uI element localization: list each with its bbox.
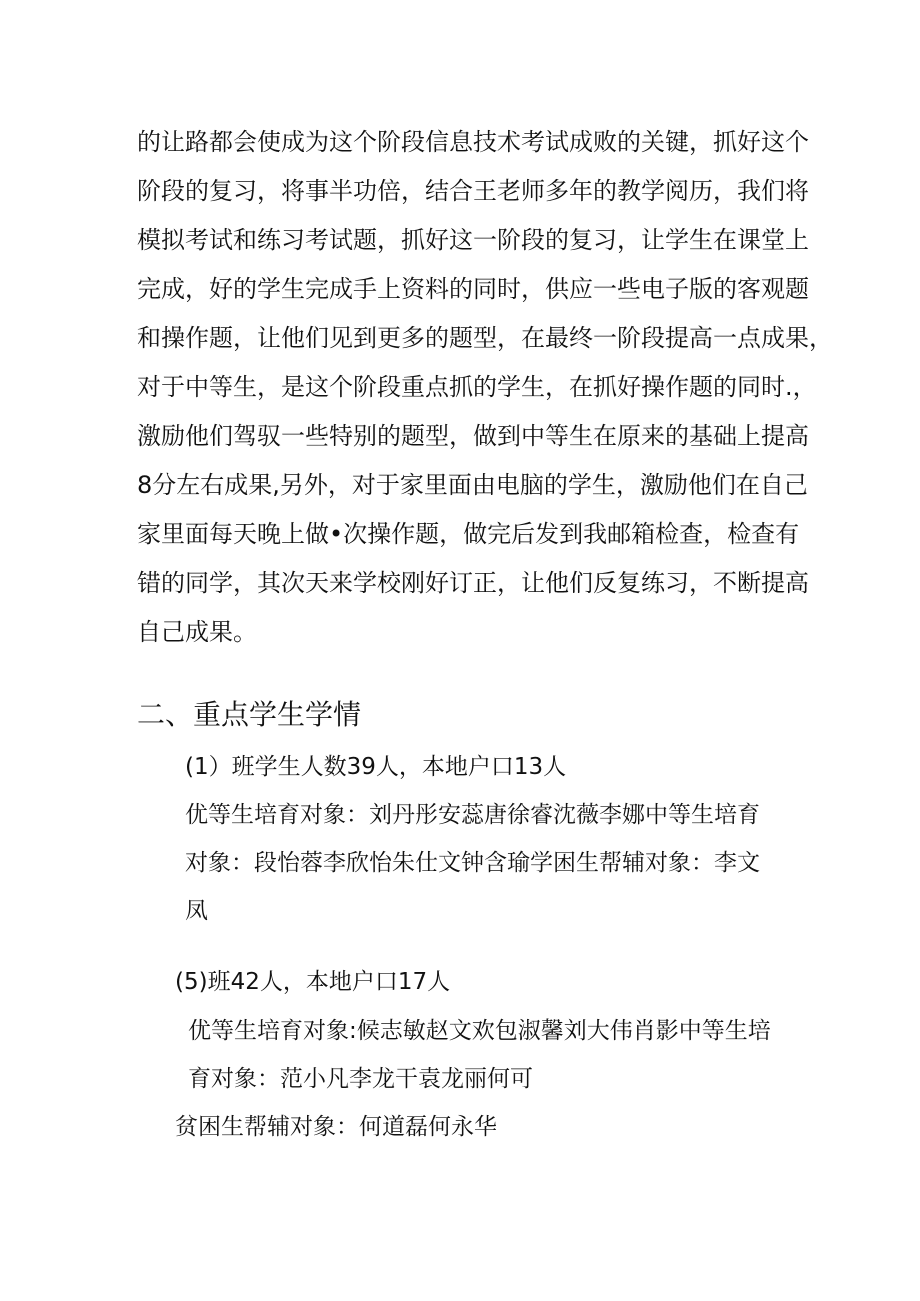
class1-students-line: 凤 [185,898,208,924]
paragraph-line: 激励他们驾驭一些特别的题型，做到中等生在原来的基础上提高 [137,422,809,450]
paragraph-line: 自己成果。 [137,618,257,646]
paragraph-line: 模拟考试和练习考试题，抓好这一阶段的复习，让学生在课堂上 [137,226,809,254]
paragraph-line: 家里面每天晚上做•次操作题，做完后发到我邮箱检查，检查有 [137,520,800,548]
class5-students [188,1007,771,1103]
class5-students-line: 育对象：范小凡李龙干袁龙丽何可 [188,1066,533,1092]
class5-poor-students: 贫困生帮辅对象：何道磊何永华 [175,1114,497,1140]
class5-students-line: 优等生培育对象:候志敏赵文欢包淑馨刘大伟肖影中等生培 [188,1018,771,1044]
section-heading: 二、重点学生学情 [137,698,362,731]
paragraph-line: 对于中等生，是这个阶段重点抓的学生，在抓好操作题的同时.， [137,373,817,401]
body-paragraph [137,118,833,657]
class1-students-line: 优等生培育对象：刘丹彤安蕊唐徐睿沈薇李娜中等生培育 [185,802,760,828]
paragraph-line: 完成，好的学生完成手上资料的同时，供应一些电子版的客观题 [137,275,809,303]
paragraph-line: 错的同学，其次天来学校刚好订正，让他们反复练习，不断提高 [137,569,809,597]
paragraph-line: 8分左右成果,另外，对于家里面由电脑的学生，激励他们在自己 [137,471,808,499]
class5-summary: (5)班42人，本地户口17人 [175,969,451,995]
class1-students [185,791,760,935]
paragraph-line: 阶段的复习，将事半功倍，结合王老师多年的教学阅历，我们将 [137,177,809,205]
paragraph-line: 和操作题，让他们见到更多的题型，在最终一阶段提高一点成果， [137,324,833,352]
class1-summary: (1）班学生人数39人，本地户口13人 [185,754,567,780]
paragraph-line: 的让路都会使成为这个阶段信息技术考试成败的关键，抓好这个 [137,128,809,156]
class1-students-line: 对象：段怡蓉李欣怡朱仕文钟含瑜学困生帮辅对象：李文 [185,850,760,876]
